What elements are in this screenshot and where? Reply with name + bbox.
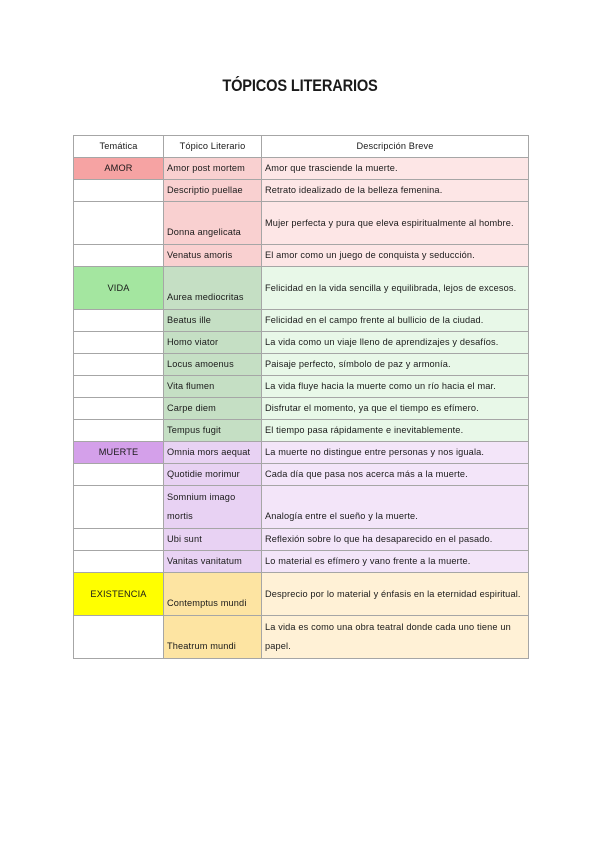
descripcion-cell: Paisaje perfecto, símbolo de paz y armonía. [262, 354, 529, 376]
tematica-cell [74, 310, 164, 332]
tematica-cell [74, 354, 164, 376]
descripcion-cell: Cada día que pasa nos acerca más a la muerte. [262, 464, 529, 486]
tematica-cell [74, 464, 164, 486]
tematica-cell [74, 332, 164, 354]
descripcion-cell: Felicidad en la vida sencilla y equilibrada, lejos de excesos. [262, 267, 529, 310]
descripcion-cell: Reflexión sobre lo que ha desaparecido en el pasado. [262, 529, 529, 551]
topico-cell: Aurea mediocritas [164, 267, 262, 310]
descripcion-cell: El tiempo pasa rápidamente e inevitablemente. [262, 420, 529, 442]
descripcion-cell: Desprecio por lo material y énfasis en la eternidad espiritual. [262, 573, 529, 616]
topico-cell: Venatus amoris [164, 245, 262, 267]
header-tematica: Temática [74, 136, 164, 158]
tematica-cell [74, 529, 164, 551]
header-topico: Tópico Literario [164, 136, 262, 158]
descripcion-cell: Felicidad en el campo frente al bullicio de la ciudad. [262, 310, 529, 332]
topico-cell: Ubi sunt [164, 529, 262, 551]
topico-cell: Somnium imago mortis [164, 486, 262, 529]
topico-cell: Donna angelicata [164, 202, 262, 245]
table-row [74, 420, 529, 442]
page-title: TÓPICOS LITERARIOS [222, 76, 378, 95]
topico-cell: Tempus fugit [164, 420, 262, 442]
table-row [74, 332, 529, 354]
topico-cell: Descriptio puellae [164, 180, 262, 202]
topico-cell: Vita flumen [164, 376, 262, 398]
topico-cell: Amor post mortem [164, 158, 262, 180]
descripcion-cell: Amor que trasciende la muerte. [262, 158, 529, 180]
topico-cell: Contemptus mundi [164, 573, 262, 616]
tematica-cell: MUERTE [74, 442, 164, 464]
topico-cell: Carpe diem [164, 398, 262, 420]
descripcion-cell: Disfrutar el momento, ya que el tiempo es efímero. [262, 398, 529, 420]
descripcion-cell: La muerte no distingue entre personas y nos iguala. [262, 442, 529, 464]
topico-cell: Theatrum mundi [164, 616, 262, 659]
descripcion-cell: El amor como un juego de conquista y seducción. [262, 245, 529, 267]
table-row [74, 442, 529, 464]
topico-cell: Omnia mors aequat [164, 442, 262, 464]
table-row [74, 551, 529, 573]
table-row [74, 529, 529, 551]
tematica-cell [74, 420, 164, 442]
topicos-table [73, 135, 529, 659]
descripcion-cell: La vida como un viaje lleno de aprendizajes y desafíos. [262, 332, 529, 354]
table-row [74, 464, 529, 486]
tematica-cell [74, 551, 164, 573]
table-row [74, 180, 529, 202]
topico-cell: Homo viator [164, 332, 262, 354]
table-row [74, 616, 529, 659]
table-row [74, 310, 529, 332]
table-row [74, 158, 529, 180]
header-descripcion: Descripción Breve [262, 136, 529, 158]
table-row [74, 486, 529, 529]
tematica-cell: AMOR [74, 158, 164, 180]
table-row [74, 573, 529, 616]
table-row [74, 354, 529, 376]
descripcion-cell: La vida fluye hacia la muerte como un río hacia el mar. [262, 376, 529, 398]
tematica-cell [74, 202, 164, 245]
descripcion-cell: Retrato idealizado de la belleza femenina. [262, 180, 529, 202]
descripcion-cell: Analogía entre el sueño y la muerte. [262, 486, 529, 529]
tematica-cell [74, 180, 164, 202]
tematica-cell [74, 486, 164, 529]
tematica-cell [74, 616, 164, 659]
descripcion-cell: Mujer perfecta y pura que eleva espiritualmente al hombre. [262, 202, 529, 245]
table-row [74, 267, 529, 310]
tematica-cell [74, 398, 164, 420]
descripcion-cell: Lo material es efímero y vano frente a la muerte. [262, 551, 529, 573]
topico-cell: Beatus ille [164, 310, 262, 332]
topico-cell: Quotidie morimur [164, 464, 262, 486]
table-row [74, 376, 529, 398]
table-header-row [74, 136, 529, 158]
tematica-cell [74, 376, 164, 398]
topico-cell: Vanitas vanitatum [164, 551, 262, 573]
tematica-cell: VIDA [74, 267, 164, 310]
table-row [74, 202, 529, 245]
descripcion-cell: La vida es como una obra teatral donde cada uno tiene un papel. [262, 616, 529, 659]
tematica-cell [74, 245, 164, 267]
table-row [74, 245, 529, 267]
tematica-cell: EXISTENCIA [74, 573, 164, 616]
topico-cell: Locus amoenus [164, 354, 262, 376]
table-row [74, 398, 529, 420]
